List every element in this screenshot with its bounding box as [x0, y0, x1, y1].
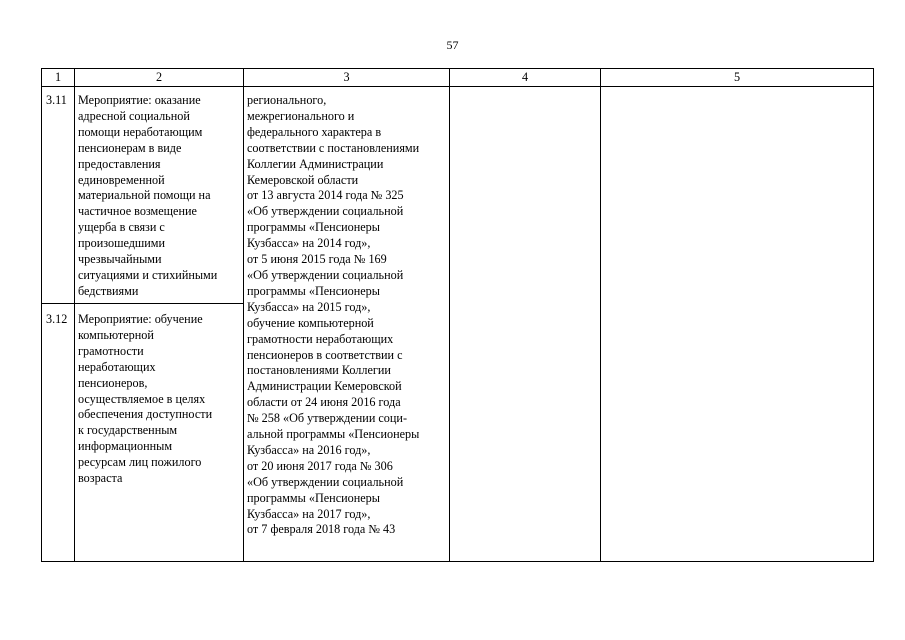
text-line: от 7 февраля 2018 года № 43	[247, 522, 396, 537]
text-line: Кузбасса» на 2014 год»,	[247, 236, 371, 251]
empty-cell-col-4	[450, 87, 601, 562]
text-line: пенсионеров в соответствии с	[247, 347, 403, 362]
text-line: программы «Пенсионеры	[247, 490, 380, 505]
measure-description	[75, 304, 244, 562]
text-line: произошедшими	[78, 236, 166, 251]
text-line: Кузбасса» на 2015 год»,	[247, 299, 371, 314]
text-line: Администрации Кемеровской	[247, 379, 402, 394]
text-line: от 5 июня 2015 года № 169	[247, 252, 387, 267]
text-line: программы «Пенсионеры	[247, 220, 380, 235]
table-header-row	[42, 69, 874, 87]
text-line: неработающих	[78, 359, 156, 374]
text-line: программы «Пенсионеры	[247, 283, 380, 298]
text-line: альной программы «Пенсионеры	[247, 427, 420, 442]
table-row	[42, 87, 874, 304]
text-line: адресной социальной	[78, 108, 190, 123]
text-line: Мероприятие: обучение	[78, 312, 203, 326]
header-col-1: 1	[42, 69, 75, 87]
text-line: ресурсам лиц пожилого	[78, 455, 202, 470]
header-col-3: 3	[244, 69, 450, 87]
text-line: Мероприятие: оказание	[78, 93, 201, 107]
text-line: предоставления	[78, 156, 161, 171]
header-col-2: 2	[75, 69, 244, 87]
text-line: грамотности	[78, 343, 144, 358]
text-line: Кемеровской области	[247, 172, 359, 187]
text-line: обеспечения доступности	[78, 407, 213, 422]
text-line: возраста	[78, 471, 123, 486]
measures-table	[41, 68, 874, 562]
text-line: области от 24 июня 2016 года	[247, 395, 401, 410]
text-line: федерального характера в	[247, 124, 382, 139]
text-line: соответствии с постановлениями	[247, 140, 420, 155]
text-line: грамотности неработающих	[247, 331, 394, 346]
text-line: постановлениями Коллегии	[247, 363, 391, 378]
text-line: Кузбасса» на 2017 год»,	[247, 506, 371, 521]
text-line: пенсионеров,	[78, 375, 148, 390]
text-line: № 258 «Об утверждении соци-	[247, 411, 408, 426]
page-number: 57	[446, 38, 459, 52]
text-line: чрезвычайными	[78, 252, 162, 267]
header-col-5: 5	[601, 69, 874, 87]
text-line: ущерба в связи с	[78, 220, 165, 235]
text-line: бедствиями	[78, 283, 139, 298]
text-line: от 20 июня 2017 года № 306	[247, 458, 393, 473]
text-line: Коллегии Администрации	[247, 156, 384, 171]
text-line: обучение компьютерной	[247, 315, 374, 330]
text-line: «Об утверждении социальной	[247, 474, 404, 489]
text-line: от 13 августа 2014 года № 325	[247, 188, 404, 203]
text-line: Кузбасса» на 2016 год»,	[247, 442, 371, 457]
row-number: 3.11	[42, 87, 75, 304]
text-line: к государственным	[78, 423, 178, 438]
text-line: «Об утверждении социальной	[247, 267, 404, 282]
text-line: материальной помощи на	[78, 188, 211, 203]
text-line: частичное возмещение	[78, 204, 197, 219]
text-line: осуществляемое в целях	[78, 391, 206, 406]
text-line: компьютерной	[78, 327, 154, 342]
row-number: 3.12	[42, 304, 75, 562]
measure-description	[75, 87, 244, 304]
text-line: помощи неработающим	[78, 124, 203, 139]
text-line: пенсионерам в виде	[78, 140, 182, 155]
text-line: «Об утверждении социальной	[247, 204, 404, 219]
text-line: единовременной	[78, 172, 165, 187]
header-col-4: 4	[450, 69, 601, 87]
text-line: межрегионального и	[247, 108, 355, 123]
empty-cell-col-5	[601, 87, 874, 562]
text-line: информационным	[78, 439, 173, 454]
text-line: ситуациями и стихийными	[78, 267, 218, 282]
text-line: регионального,	[247, 93, 327, 107]
legal-basis-cell	[244, 87, 450, 562]
